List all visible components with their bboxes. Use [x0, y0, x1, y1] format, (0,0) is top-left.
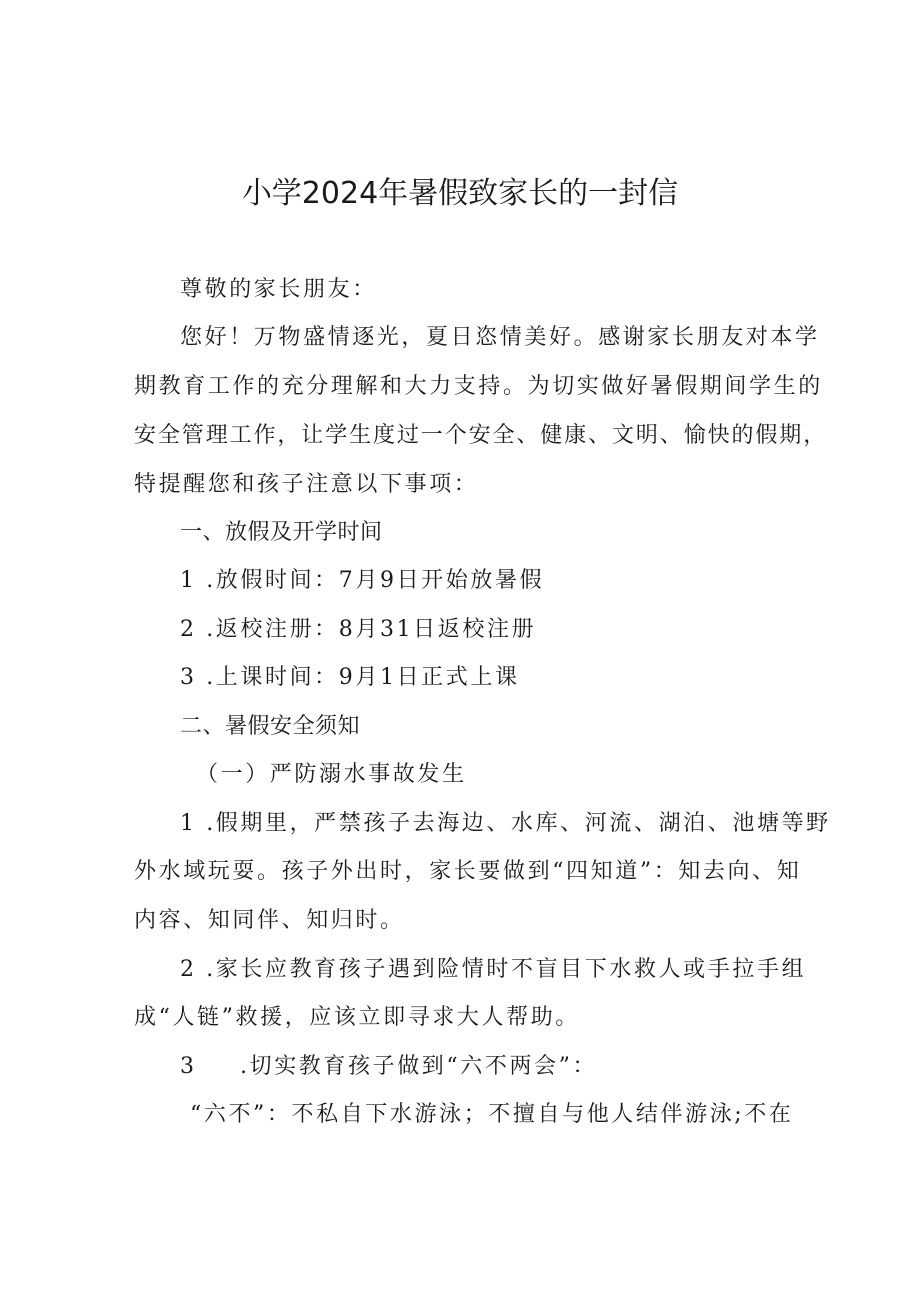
intro-line-2: 期教育工作的充分理解和大力支持。为切实做好暑假期间学生的 — [134, 374, 823, 399]
paragraph-1-line-1: 1 .假期里，严禁孩子去海边、水库、河流、湖泊、池塘等野 — [180, 811, 831, 836]
paragraph-1-line-3: 内容、知同伴、知归时。 — [134, 908, 405, 933]
paragraph-2-line-1: 2 .家长应教育孩子遇到险情时不盲目下水救人或手拉手组 — [180, 957, 807, 982]
paragraph-4-line-1: “六不”：不私自下水游泳；不擅自与他人结伴游泳;不在 — [190, 1102, 794, 1127]
intro-line-4: 特提醒您和孩子注意以下事项： — [134, 472, 479, 497]
paragraph-1-line-2: 外水域玩耍。孩子外出时，家长要做到“四知道”：知去向、知 — [134, 859, 802, 884]
section-1-item-1: 1 .放假时间：7月9日开始放暑假 — [180, 568, 545, 593]
intro-line-1: 您好！万物盛情逐光，夏日恣情美好。感谢家长朋友对本学 — [180, 325, 820, 350]
paragraph-3-number: 3 — [180, 1054, 197, 1079]
salutation: 尊敬的家长朋友： — [180, 277, 377, 302]
paragraph-3-text: .切实教育孩子做到“六不两会”： — [240, 1054, 598, 1079]
section-2-heading: 二、暑假安全须知 — [180, 714, 361, 739]
paragraph-2-line-2: 成“人链”救援，应该立即寻求大人帮助。 — [134, 1005, 580, 1030]
section-1-heading: 一、放假及开学时间 — [180, 520, 383, 545]
intro-line-3: 安全管理工作，让学生度过一个安全、健康、文明、愉快的假期， — [134, 423, 828, 448]
section-2-subheading: （一）严防溺水事故发生 — [196, 762, 467, 787]
section-1-item-2: 2 .返校注册：8月31日返校注册 — [180, 617, 537, 642]
document-title: 小学2024年暑假致家长的一封信 — [241, 176, 679, 211]
section-1-item-3: 3 .上课时间：9月1日正式上课 — [180, 665, 520, 690]
